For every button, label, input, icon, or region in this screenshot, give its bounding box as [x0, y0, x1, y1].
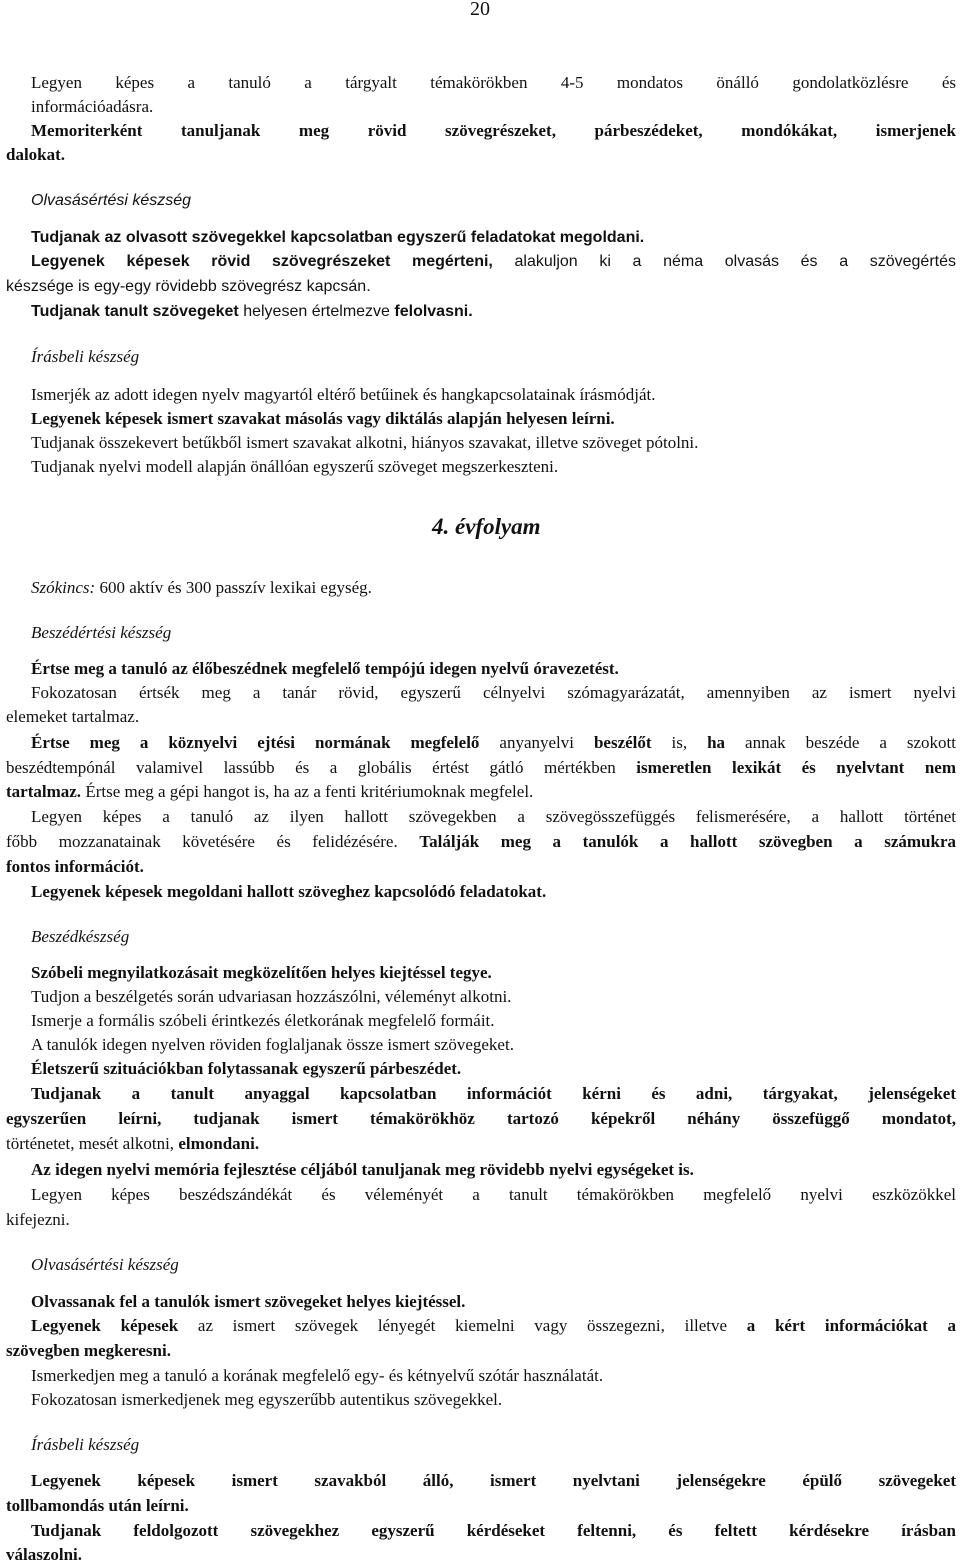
section-heading: Olvasásértési készség — [31, 1255, 179, 1274]
text-line: Legyenek képesek ismert szavakat másolás vagy diktálás alapján helyesen leírni. — [31, 409, 615, 428]
text-line: dalokat. — [6, 145, 66, 164]
text-line: információadásra. — [31, 97, 154, 116]
text-line: Fokozatosan értsék meg a tanár rövid, egyszerű célnyelvi szómagyarázatát, amennyiben az ismert nyelvi — [31, 683, 956, 702]
section-heading: Beszédkészség — [31, 927, 130, 946]
text-line: Fokozatosan ismerkedjenek meg egyszerűbb autentikus szövegekkel. — [31, 1390, 503, 1409]
text-line: Memoriterként tanuljanak meg rövid szövegrészeket, párbeszédeket, mondókákat, ismerjenek — [31, 121, 956, 140]
section-heading: Olvasásértési készség — [31, 192, 192, 209]
text-line: szövegben megkeresni. — [6, 1341, 171, 1360]
text-line: Ismerjék az adott idegen nyelv magyartól eltérő betűinek és hangkapcsolatainak írásmódját. — [31, 385, 656, 404]
text-line: Legyen képes beszédszándékát és véleményét a tanult témakörökben megfelelő nyelvi eszközökkel — [31, 1185, 956, 1204]
text-line: Legyenek képesek megoldani hallott szöveghez kapcsolódó feladatokat. — [31, 882, 547, 901]
text-line: tartalmaz. Értse meg a gépi hangot is, ha az a fenti kritériumoknak megfelel. — [6, 782, 534, 801]
text-line: Legyenek képesek rövid szövegrészeket megérteni, alakuljon ki a néma olvasás és a szövegértés — [31, 253, 956, 270]
text-line: tollbamondás után leírni. — [6, 1496, 189, 1515]
text-line: Szóbeli megnyilatkozásait megközelítően helyes kiejtéssel tegye. — [31, 963, 492, 982]
text-line: Értse meg a tanuló az élőbeszédnek megfelelő tempójú idegen nyelvű óravezetést. — [31, 659, 619, 678]
text-line: Értse meg a köznyelvi ejtési normának megfelelő anyanyelvi beszélőt is, ha annak beszéde a szokott — [31, 733, 956, 752]
text-line: Életszerű szituációkban folytassanak egyszerű párbeszédet. — [31, 1059, 462, 1078]
text-line: Tudjanak nyelvi modell alapján önállóan egyszerű szöveget megszerkeszteni. — [31, 457, 559, 476]
vocabulary-line: Szókincs: 600 aktív és 300 passzív lexikai egység. — [31, 578, 372, 597]
text-line: történetet, mesét alkotni, elmondani. — [6, 1134, 260, 1153]
page-number: 20 — [470, 0, 490, 20]
text-line: A tanulók idegen nyelven röviden foglaljanak össze ismert szövegeket. — [31, 1035, 514, 1054]
text-line: egyszerűen leírni, tudjanak ismert témakörökhöz tartozó képekről néhány összefüggő mondatot, — [6, 1109, 956, 1128]
text-line: kifejezni. — [6, 1210, 70, 1229]
text-line: fontos információt. — [6, 857, 144, 876]
grade-title: 4. évfolyam — [432, 514, 541, 539]
text-line: Tudjanak a tanult anyaggal kapcsolatban információt kérni és adni, tárgyakat, jelenségeket — [31, 1084, 956, 1103]
text-line: elemeket tartalmaz. — [6, 707, 140, 726]
text-line: készsége is egy-egy rövidebb szövegrész kapcsán. — [6, 278, 371, 295]
section-heading: Beszédértési készség — [31, 623, 172, 642]
text-line: Tudjanak feldolgozott szövegekhez egyszerű kérdéseket feltenni, és feltett kérdésekre írásban — [31, 1521, 956, 1540]
text-line: Legyen képes a tanuló az ilyen hallott szövegekben a szövegösszefüggés felismerésére, a hallott történet — [31, 807, 956, 826]
text-line: Tudjanak az olvasott szövegekkel kapcsolatban egyszerű feladatokat megoldani. — [31, 229, 645, 246]
text-line: Legyenek képesek az ismert szövegek lényegét kiemelni vagy összegezni, illetve a kért információkat a — [31, 1316, 956, 1335]
text-line: Ismerkedjen meg a tanuló a korának megfelelő egy- és kétnyelvű szótár használatát. — [31, 1366, 604, 1385]
text-line: Legyen képes a tanuló a tárgyalt témakörökben 4-5 mondatos önálló gondolatközlésre és — [31, 73, 956, 92]
section-heading: Írásbeli készség — [31, 1435, 140, 1454]
text-line: főbb mozzanatainak követésére és felidézésére. Találják meg a tanulók a hallott szövegben a számukra — [6, 832, 956, 851]
text-line: Ismerje a formális szóbeli érintkezés életkorának megfelelő formáit. — [31, 1011, 495, 1030]
text-line: Az idegen nyelvi memória fejlesztése céljából tanuljanak meg rövidebb nyelvi egységeket is. — [31, 1160, 694, 1179]
section-heading: Írásbeli készség — [31, 347, 140, 366]
text-line: Legyenek képesek ismert szavakból álló, ismert nyelvtani jelenségekre épülő szövegeket — [31, 1471, 956, 1490]
text-line: Tudjanak tanult szövegeket helyesen értelmezve felolvasni. — [31, 303, 473, 320]
text-line: Olvassanak fel a tanulók ismert szövegeket helyes kiejtéssel. — [31, 1292, 466, 1311]
text-line: válaszolni. — [6, 1545, 83, 1564]
text-line: Tudjanak összekevert betűkből ismert szavakat alkotni, hiányos szavakat, illetve szöveget pótolni. — [31, 433, 699, 452]
text-line: beszédtempónál valamivel lassúbb és a globális értést gátló mértékben ismeretlen lexikát és nyelvtant nem — [6, 758, 956, 777]
text-line: Tudjon a beszélgetés során udvariasan hozzászólni, véleményt alkotni. — [31, 987, 512, 1006]
